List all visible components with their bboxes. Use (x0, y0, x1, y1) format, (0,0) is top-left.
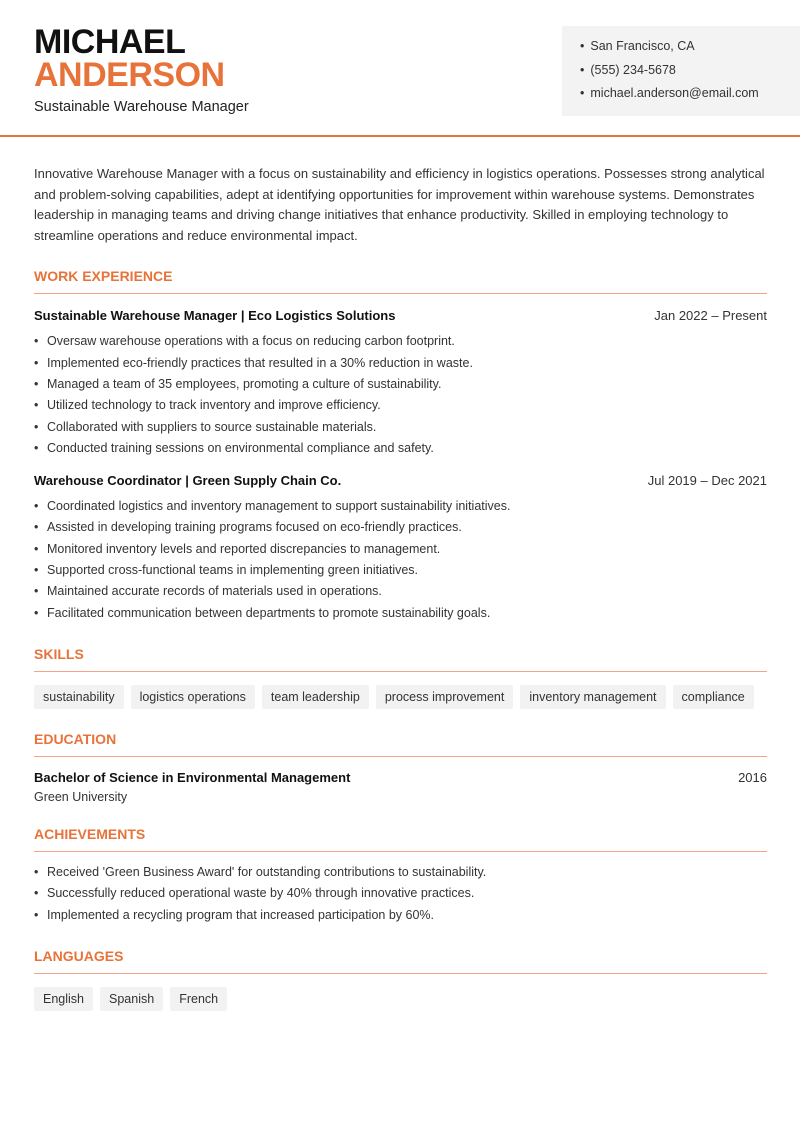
degree: Bachelor of Science in Environmental Management (34, 769, 351, 785)
list-item: • Assisted in developing training programs focused on eco-friendly practices. (47, 517, 767, 538)
contact-location: • San Francisco, CA (580, 38, 800, 62)
skill-tag: sustainability (34, 685, 124, 709)
job-title: Sustainable Warehouse Manager (34, 99, 249, 115)
list-item: • Facilitated communication between departments to promote sustainability goals. (47, 603, 767, 624)
language-tag: Spanish (100, 987, 163, 1011)
language-tag: English (34, 987, 93, 1011)
job-list (34, 307, 767, 624)
list-item: • Implemented a recycling program that increased participation by 60%. (47, 905, 767, 926)
skill-tag: logistics operations (131, 685, 255, 709)
job-entry-title: Sustainable Warehouse Manager | Eco Logistics Solutions (34, 308, 396, 324)
section-heading-work: WORK EXPERIENCE (34, 268, 767, 294)
graduation-year: 2016 (738, 769, 767, 785)
section-heading-skills: SKILLS (34, 646, 767, 672)
job-header (34, 307, 767, 325)
list-item: • Coordinated logistics and inventory management to support sustainability initiatives. (47, 496, 767, 517)
job-bullets (34, 331, 767, 459)
section-heading-achievements: ACHIEVEMENTS (34, 826, 767, 852)
job-header (34, 472, 767, 490)
job-entry (34, 472, 767, 624)
list-item: • Received 'Green Business Award' for outstanding contributions to sustainability. (47, 862, 767, 883)
resume-header (0, 0, 800, 137)
contact-box (562, 26, 800, 116)
languages-list (34, 987, 767, 1011)
list-item: • Monitored inventory levels and reported discrepancies to management. (47, 539, 767, 560)
list-item: • Collaborated with suppliers to source sustainable materials. (47, 417, 767, 438)
skill-tag: inventory management (520, 685, 665, 709)
list-item: • Conducted training sessions on environmental compliance and safety. (47, 438, 767, 459)
job-entry-title: Warehouse Coordinator | Green Supply Chain Co. (34, 473, 342, 489)
contact-email: • michael.anderson@email.com (580, 85, 800, 109)
job-entry-date: Jul 2019 – Dec 2021 (647, 473, 767, 489)
skill-tag: compliance (673, 685, 754, 709)
job-bullets (34, 496, 767, 624)
list-item: • Managed a team of 35 employees, promoting a culture of sustainability. (47, 374, 767, 395)
list-item: • Oversaw warehouse operations with a focus on reducing carbon footprint. (47, 331, 767, 352)
language-tag: French (170, 987, 227, 1011)
last-name: ANDERSON (34, 56, 225, 94)
job-entry (34, 307, 767, 459)
summary: Innovative Warehouse Manager with a focus on sustainability and efficiency in logistics operations. Possesses strong analytical and problem-solving capabilities, adept at identifying opportunities for improvement within warehouse systems. Demonstrates leadership in managing teams and driving change initiatives that enhance productivity. Skilled in employing technology to streamline operations and reduce environmental impact. (34, 166, 765, 243)
education-entry (34, 770, 767, 785)
achievements-list (34, 862, 767, 926)
section-heading-languages: LANGUAGES (34, 948, 767, 974)
list-item: • Successfully reduced operational waste by 40% through innovative practices. (47, 883, 767, 904)
list-item: • Implemented eco-friendly practices that resulted in a 30% reduction in waste. (47, 353, 767, 374)
skill-tag: process improvement (376, 685, 514, 709)
contact-phone: • (555) 234-5678 (580, 62, 800, 86)
skills-list (34, 685, 767, 709)
list-item: • Maintained accurate records of materials used in operations. (47, 581, 767, 602)
list-item: • Supported cross-functional teams in implementing green initiatives. (47, 560, 767, 581)
job-entry-date: Jan 2022 – Present (654, 308, 767, 324)
school: Green University (34, 789, 128, 804)
skill-tag: team leadership (262, 685, 369, 709)
first-name: MICHAEL (34, 23, 186, 61)
section-heading-education: EDUCATION (34, 731, 767, 757)
list-item: • Utilized technology to track inventory and improve efficiency. (47, 395, 767, 416)
